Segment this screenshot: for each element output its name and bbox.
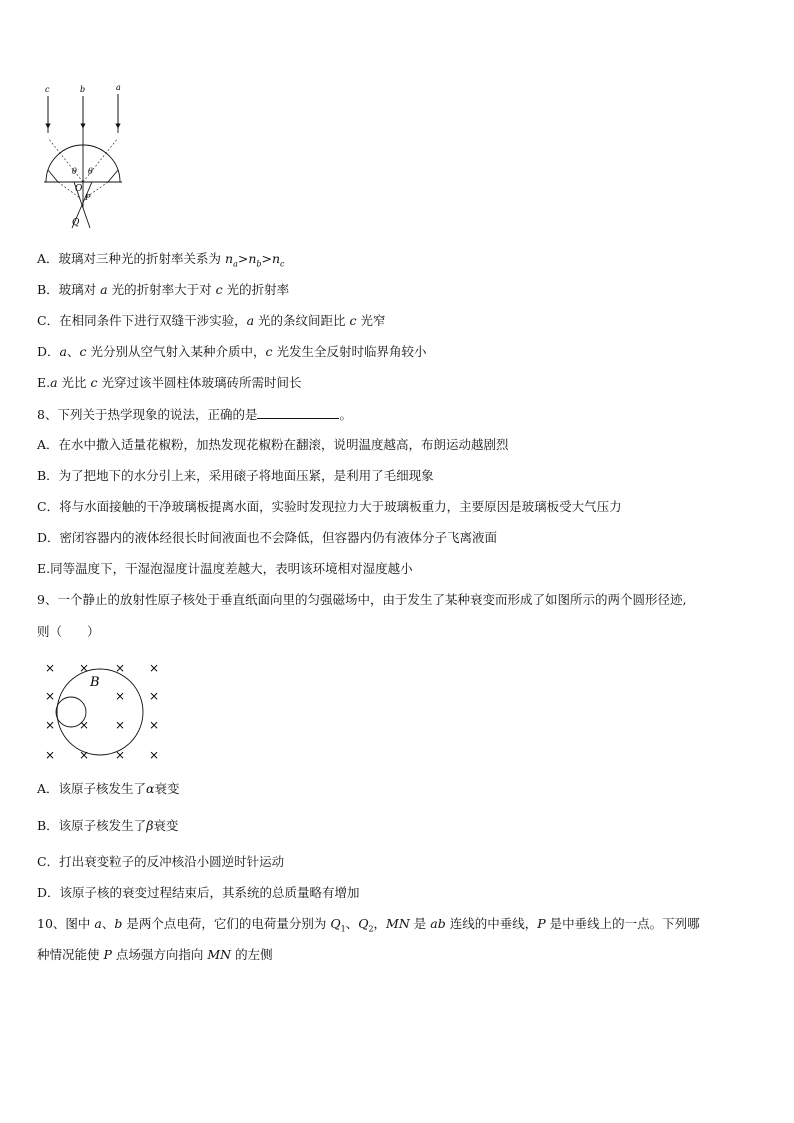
q9-stem-line2: 则（ ） — [37, 624, 100, 639]
q7-option-b: B．玻璃对 a 光的折射率大于对 c 光的折射率 — [37, 282, 290, 297]
q8-option-a: A．在水中撒入适量花椒粉，加热发现花椒粉在翻滚，说明温度越高，布朗运动越剧烈 — [37, 437, 509, 452]
field-cross: × — [45, 661, 56, 675]
field-cross: × — [149, 689, 160, 703]
q8-option-b: B．为了把地下的水分引上来，采用磙子将地面压紧，是利用了毛细现象 — [37, 468, 434, 483]
point-O-label: O — [75, 184, 83, 194]
field-cross: × — [149, 748, 160, 762]
field-cross: × — [149, 718, 160, 732]
ray-b-label: b — [80, 85, 86, 94]
q7-option-c: C．在相同条件下进行双缝干涉实验，a 光的条纹间距比 c 光窄 — [37, 313, 386, 328]
q7-option-a: A．玻璃对三种光的折射率关系为 $n_a>n_b>n_c$ — [37, 251, 285, 269]
q8-option-c: C．将与水面接触的干净玻璃板提离水面，实验时发现拉力大于玻璃板重力，主要原因是玻璃板受大气压力 — [37, 499, 622, 514]
field-cross: × — [115, 661, 126, 675]
q8-option-e: E.同等温度下，干湿泡湿度计温度差越大，表明该环境相对湿度越小 — [37, 561, 413, 576]
large-track-circle — [57, 669, 143, 755]
field-cross: × — [115, 748, 126, 762]
ray-a-label: a — [116, 83, 121, 92]
field-cross: × — [45, 689, 56, 703]
field-cross: × — [45, 718, 56, 732]
q9-option-b: B．该原子核发生了β衰变 — [37, 818, 179, 833]
point-Q-label: Q — [72, 218, 80, 228]
ray-c-label: c — [45, 85, 50, 94]
q9-option-a: A．该原子核发生了α衰变 — [37, 781, 180, 796]
point-P-label: P — [85, 193, 91, 202]
field-B-label: B — [90, 675, 100, 690]
q8-option-d: D．密闭容器内的液体经很长时间液面也不会降低，但容器内仍有液体分子飞离液面 — [37, 530, 498, 545]
theta-right-label: θ — [88, 167, 93, 176]
q9-stem-line1: 9、一个静止的放射性原子核处于垂直纸面向里的匀强磁场中，由于发生了某种衰变而形成了如图所示的两个圆形径迹, — [37, 592, 687, 607]
field-cross: × — [45, 748, 56, 762]
q7-option-d: D．a、c 光分别从空气射入某种介质中，c 光发生全反射时临界角较小 — [37, 344, 427, 359]
glass-semicircle-figure — [30, 78, 140, 233]
q10-stem-line1: 10、图中 a、b 是两个点电荷，它们的电荷量分别为 $Q_1$、$Q_2$，MN 是 ab 连线的中垂线，P 是中垂线上的一点。下列哪 — [37, 916, 700, 934]
field-cross: × — [115, 689, 126, 703]
field-cross: × — [115, 718, 126, 732]
field-cross: × — [79, 718, 90, 732]
magnetic-field-figure — [36, 654, 166, 762]
beta-symbol: β — [146, 818, 154, 833]
alpha-symbol: α — [146, 781, 155, 796]
field-cross: × — [79, 661, 90, 675]
q9-option-c: C．打出衰变粒子的反冲核沿小圆逆时针运动 — [37, 854, 285, 869]
answer-blank — [257, 406, 339, 419]
q9-option-d: D．该原子核的衰变过程结束后，其系统的总质量略有增加 — [37, 885, 360, 900]
field-cross: × — [79, 748, 90, 762]
theta-left-label: θ — [72, 167, 77, 176]
q8-stem: 8、下列关于热学现象的说法，正确的是 。 — [37, 407, 352, 422]
q10-stem-line2: 种情况能使 P 点场强方向指向 MN 的左侧 — [37, 947, 273, 962]
q7-option-e: E.a 光比 c 光穿过该半圆柱体玻璃砖所需时间长 — [37, 375, 302, 390]
field-cross: × — [149, 661, 160, 675]
